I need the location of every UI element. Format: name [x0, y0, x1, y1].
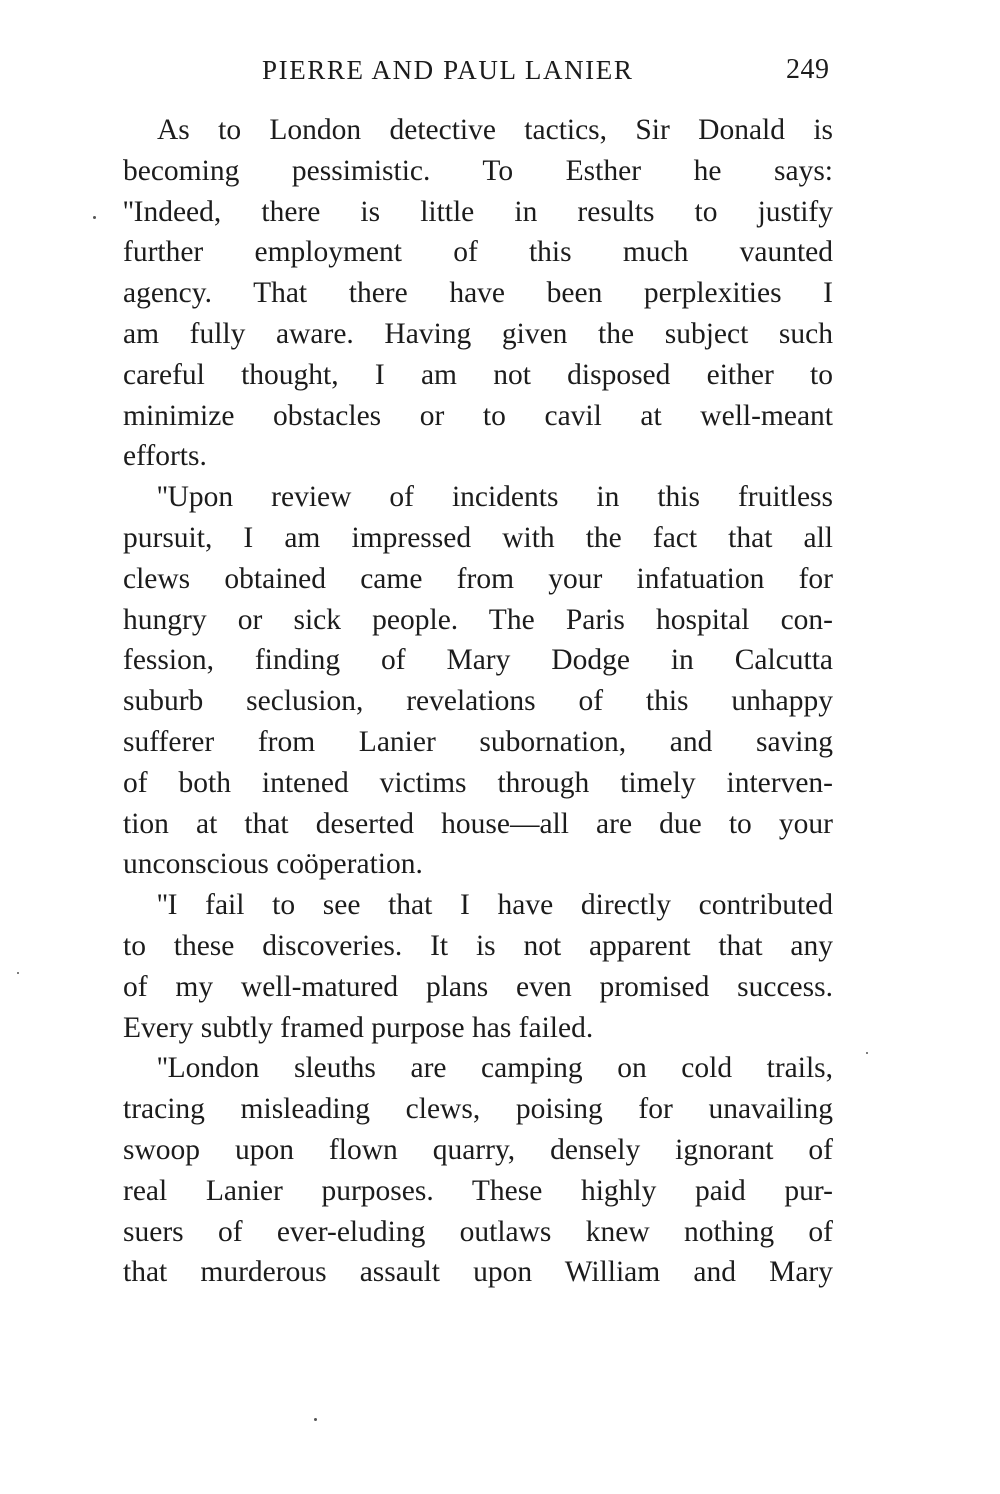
text-line: that murderous assault upon William and Mary [123, 1256, 833, 1289]
text-line: unconscious coöperation. [123, 848, 423, 881]
text-line: real Lanier purposes. These highly paid pur- [123, 1174, 833, 1207]
text-line: agency. That there have been perplexities I [123, 277, 833, 310]
text-line: As to London detective tactics, Sir Donald is [157, 114, 833, 146]
text-line: pursuit, I am impressed with the fact that all [123, 521, 833, 554]
text-line: tracing misleading clews, poising for unavailing [123, 1093, 833, 1126]
text-line: sufferer from Lanier subornation, and saving [123, 725, 833, 758]
text-line: suers of ever-eluding outlaws knew nothing of [123, 1215, 833, 1248]
scan-speck [314, 1418, 317, 1421]
text-line: becoming pessimistic. To Esther he says: [123, 154, 833, 187]
text-line: ''London sleuths are camping on cold trails, [157, 1052, 833, 1085]
text-line: to these discoveries. It is not apparent that any [123, 929, 833, 962]
text-line: tion at that deserted house—all are due to your [123, 807, 833, 840]
scan-speck [93, 216, 96, 219]
text-line: am fully aware. Having given the subject such [123, 317, 833, 350]
text-line: efforts. [123, 440, 207, 473]
running-title: PIERRE AND PAUL LANIER [262, 55, 634, 85]
text-line: careful thought, I am not disposed either to [123, 358, 833, 391]
text-line: swoop upon flown quarry, densely ignorant of [123, 1133, 833, 1166]
body-text [123, 110, 833, 1293]
text-line: of my well-matured plans even promised success. [123, 970, 833, 1003]
text-line: ''I fail to see that I have directly contributed [157, 889, 833, 922]
text-line: Every subtly framed purpose has failed. [123, 1011, 594, 1044]
page-number: 249 [786, 54, 830, 85]
running-header [0, 52, 1000, 92]
text-line: clews obtained came from your infatuation for [123, 562, 833, 595]
scan-speck [17, 972, 19, 974]
text-line: hungry or sick people. The Paris hospital con- [123, 603, 833, 636]
text-line: of both intened victims through timely interven- [123, 766, 833, 799]
text-line: ''Indeed, there is little in results to justify [123, 195, 833, 228]
text-line: further employment of this much vaunted [123, 236, 833, 269]
text-line: minimize obstacles or to cavil at well-meant [123, 399, 833, 432]
text-line: suburb seclusion, revelations of this unhappy [123, 685, 833, 718]
scan-speck [866, 1052, 868, 1054]
text-line: ''Upon review of incidents in this fruitless [157, 481, 833, 514]
text-line: fession, finding of Mary Dodge in Calcutta [123, 644, 833, 677]
